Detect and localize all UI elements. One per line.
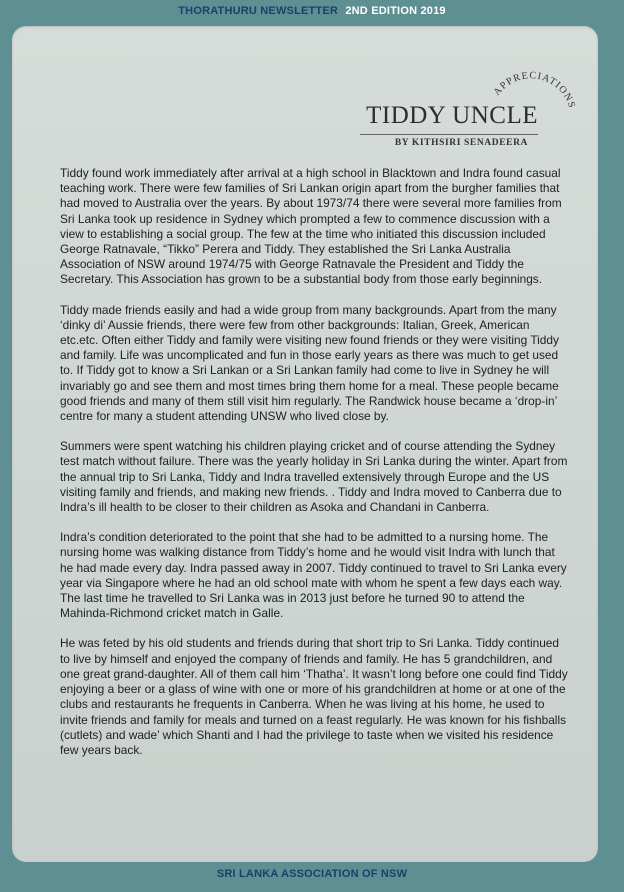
paragraph: Indra’s condition deteriorated to the point that she had to be admitted to a nursing home. The nursing home was walking distance from Tiddy’s home and he would visit Indra with lunch that he had made every day. Indra passed away in 2007. Tiddy continued to travel to Sri Lanka every year via Singapore where he had an old school mate with whom he spent a few days each way. The last time he travelled to Sri Lanka was in 2013 just before he turned 90 to attend the Mahinda-Richmond cricket match in Galle. (60, 530, 567, 621)
footer-organisation: SRI LANKA ASSOCIATION OF NSW (216, 868, 408, 880)
byline (395, 138, 528, 148)
paragraph: Tiddy found work immediately after arrival at a high school in Blacktown and Indra found casual teaching work. There were few families of Sri Lankan origin apart from the burgher families that had moved to Australia over the years. By about 1973/74 there were several more families from Sri Lanka took up residence in Sydney which prompted a few to commence discussion with a view to establishing a social group. The few at the time who initiated this discussion included George Ratnavale, “Tikko” Perera and Tiddy. They established the Sri Lanka Australia Association of NSW around 1974/75 with George Ratnavale the President and Tiddy the Secretary. This Association has grown to be a substantial body from those early beginnings. (60, 166, 562, 287)
paragraph: He was feted by his old students and friends during that short trip to Sri Lanka. Tiddy continued to live by himself and enjoyed the company of friends and family. He has 5 grandchildren, and one great grand-daughter. All of them call him ‘Thatha’. It wasn’t long before one could find Tiddy enjoying a beer or a glass of wine with one or more of his grandchildren at home or at one of the clubs and restaurants he frequents in Canberra. When he was living at his home, he used to invite friends and family for meals and turned on a feast regularly. He was known for his fishballs (cutlets) and wade’ which Shanti and I had the privilege to taste when we visited his residence few years back. (60, 636, 568, 757)
newsletter-name: THORATHURU NEWSLETTER (178, 5, 339, 17)
newsletter-header (0, 0, 624, 24)
edition-label: 2ND EDITION 2019 (345, 5, 446, 17)
title-rule (360, 134, 538, 135)
paragraph: Summers were spent watching his children playing cricket and of course attending the Sydney test match without failure. There was the yearly holiday in Sri Lanka during the winter. Apart from the annual trip to Sri Lanka, Tiddy and Indra travelled extensively through Europe and the US visiting family and friends, and making new friends. . Tiddy and Indra moved to Canberra due to Indra’s ill health to be closer to their children as Asoka and Chandani in Canberra. (60, 439, 568, 515)
article-body (60, 166, 570, 773)
paragraph: Tiddy made friends easily and had a wide group from many backgrounds. Apart from the many ‘dinky di’ Aussie friends, there were few from other backgrounds: Italian, Greek, American etc.etc. Often either Tiddy and family were visiting new found friends or they were visiting Tiddy and family. Life was uncomplicated and fun in those early years as there was much to get used to. If Tiddy got to know a Sri Lankan or a Sri Lankan family had come to live in Sydney he will invariably go and see them and most times bring them home for a meal. These people became good friends and many of them still visit him regularly. The Randwick house became a ‘drop-in’ centre for many a student attending UNSW who lived close by. (60, 302, 559, 424)
title-block (318, 56, 578, 156)
article-card (12, 26, 598, 862)
byline-prefix: BY (394, 138, 409, 148)
section-label: APPRECIATIONS (491, 70, 578, 111)
article-title: TIDDY UNCLE (366, 102, 538, 129)
byline-author: KITHSIRI SENADEERA (411, 138, 528, 148)
